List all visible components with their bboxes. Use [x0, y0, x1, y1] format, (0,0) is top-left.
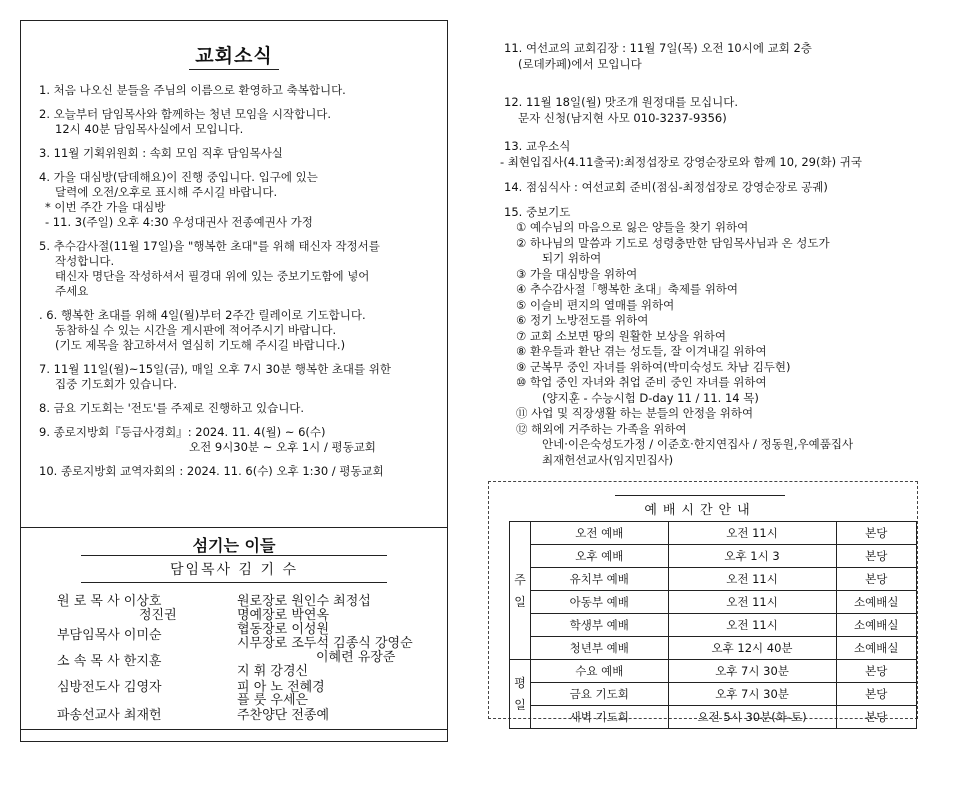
- staff-entry: 이혜련 유장준: [316, 650, 396, 665]
- schedule-row: [510, 614, 917, 637]
- prayer-item: 안네·이은숙성도가정 / 이준호·한지연집사 / 정동원,우예품집사: [542, 437, 854, 451]
- news-item: [500, 138, 944, 170]
- news-item: [39, 425, 439, 455]
- news-line: 3. 11월 기획위원회 : 속회 모임 직후 담임목사실: [39, 146, 283, 160]
- prayer-item: ③ 가을 대심방을 위하여: [516, 266, 638, 281]
- staff-entry: 부담임목사 이미순: [57, 628, 162, 643]
- news-line: 1. 처음 나오신 분들을 주님의 이름으로 환영하고 축복합니다.: [39, 83, 346, 97]
- prayer-item: ⑨ 군복무 중인 자녀를 위하여(박미숙성도 차남 김두현): [516, 359, 791, 374]
- news-item: [39, 146, 439, 161]
- staff-entry: 심방전도사 김영자: [57, 680, 162, 695]
- news-line: 문자 신청(남지현 사모 010-3237-9356): [518, 111, 727, 125]
- service-place: 본당: [836, 706, 916, 729]
- news-line: 작성합니다.: [55, 254, 115, 268]
- schedule-table: [509, 521, 917, 729]
- news-line: 10. 종로지방회 교역자회의 : 2024. 11. 6(수) 오후 1:30 / 평동교회: [39, 464, 384, 478]
- service-place: 소예배실: [836, 591, 916, 614]
- schedule-title: 예배시간안내: [615, 495, 785, 522]
- sunday-label: 주 일: [510, 522, 531, 660]
- service-name: 오전 예배: [530, 522, 668, 545]
- prayer-item: ⑫ 해외에 거주하는 가족을 위하여: [516, 421, 687, 436]
- prayer-item: ⑧ 환우들과 환난 겪는 성도들, 잘 이겨내길 위하여: [516, 344, 767, 358]
- schedule-row: [510, 591, 917, 614]
- service-time: 오후 1시 3: [668, 545, 836, 568]
- service-time: 오후 7시 30분: [668, 683, 836, 706]
- news-line: - 최현입집사(4.11출국):최정섭장로 강영순장로와 함께 10, 29(화) 귀국: [500, 155, 862, 169]
- prayer-section: [504, 204, 944, 468]
- news-line: 12시 40분 담임목사실에서 모입니다.: [55, 122, 244, 136]
- service-place: 소예배실: [836, 637, 916, 660]
- serve-title: 섬기는 이들: [192, 536, 276, 555]
- staff-entry: 주찬양단 전종예: [237, 708, 330, 723]
- news-line: 집중 기도회가 있습니다.: [55, 377, 178, 391]
- service-time: 오전 11시: [668, 591, 836, 614]
- service-time: 오후 7시 30분: [668, 660, 836, 683]
- news-item: [504, 179, 944, 195]
- news-item: [39, 308, 439, 353]
- news-panel: [20, 20, 448, 742]
- schedule-row: [510, 637, 917, 660]
- news-item: [39, 239, 439, 299]
- service-time: 오전 11시: [668, 614, 836, 637]
- section-divider: [21, 527, 447, 528]
- staff-entry: 원 로 목 사 이상호: [57, 594, 162, 609]
- news-line: 5. 추수감사절(11월 17일)을 "행복한 초대"를 위해 태신자 작정서를: [39, 239, 380, 253]
- service-place: 본당: [836, 545, 916, 568]
- news-list: [39, 83, 439, 488]
- schedule-row: [510, 660, 917, 683]
- news-line: 7. 11월 11일(월)~15일(금), 매일 오후 7시 30분 행복한 초대를 위한: [39, 362, 392, 376]
- prayer-item: (양지훈 - 수능시험 D-day 11 / 11. 14 목): [542, 390, 759, 405]
- news-item: [504, 94, 944, 126]
- schedule-row: [510, 545, 917, 568]
- service-name: 청년부 예배: [530, 637, 668, 660]
- news-item: [39, 401, 439, 416]
- service-name: 수요 예배: [530, 660, 668, 683]
- service-time: 오전 11시: [668, 522, 836, 545]
- service-place: 소예배실: [836, 614, 916, 637]
- news-item: [39, 83, 439, 98]
- prayer-item: ⑦ 교회 소보면 땅의 원활한 보상을 위하여: [516, 328, 726, 343]
- news-item: [504, 40, 944, 72]
- news-line: 9. 종로지방회『등급사경회』: 2024. 11. 4(월) ~ 6(수): [39, 425, 326, 439]
- staff-entry: 피 아 노 전혜경: [237, 680, 325, 695]
- news-line: . 6. 행복한 초대를 위해 4일(월)부터 2주간 릴레이로 기도합니다.: [39, 308, 366, 322]
- news-line: * 이번 주간 가을 대심방: [45, 200, 166, 214]
- news-line: (기도 제목을 참고하셔서 열심히 기도해 주시길 바랍니다.): [55, 338, 346, 352]
- staff-entry: 시무장로 조두석 김종식 강영순: [237, 636, 413, 651]
- service-place: 본당: [836, 568, 916, 591]
- prayer-item: ② 하나님의 말씀과 기도로 성령충만한 담임목사님과 온 성도가: [516, 235, 830, 250]
- news-line: 12. 11월 18일(월) 맛조개 원정대를 모십니다.: [504, 95, 738, 109]
- news-line: - 11. 3(주일) 오후 4:30 우성대권사 전종예권사 가정: [45, 215, 313, 229]
- news-line: 11. 여선교의 교회김장 : 11월 7일(목) 오전 10시에 교회 2층: [504, 41, 812, 55]
- service-name: 아동부 예배: [530, 591, 668, 614]
- senior-pastor: 담임목사 김 기 수: [81, 555, 387, 583]
- worship-schedule: [488, 481, 918, 724]
- news-line: 동참하실 수 있는 시간을 게시판에 적어주시기 바랍니다.: [55, 323, 337, 337]
- staff-entry: 플 룻 우세은: [237, 693, 309, 708]
- news-line: 주세요: [55, 284, 89, 298]
- staff-entry: 소 속 목 사 한지훈: [57, 654, 162, 669]
- news-title: 교회소식: [21, 41, 447, 68]
- prayer-item: ④ 추수감사절「행복한 초대」축제를 위하여: [516, 282, 739, 296]
- service-name: 금요 기도회: [530, 683, 668, 706]
- service-name: 오후 예배: [530, 545, 668, 568]
- news-item: [39, 170, 439, 230]
- staff-entry: 정진권: [139, 608, 177, 623]
- schedule-row: [510, 522, 917, 545]
- staff-entry: 명예장로 박연옥: [237, 608, 330, 623]
- staff-entry: 파송선교사 최재헌: [57, 708, 162, 723]
- news-item: [39, 107, 439, 137]
- service-name: 새벽 기도회: [530, 706, 668, 729]
- news-line: 14. 점심식사 : 여선교회 준비(점심-최정섭장로 강영순장로 공궤): [504, 180, 828, 194]
- news-line: 13. 교우소식: [504, 139, 571, 153]
- news-line: 8. 금요 기도회는 '전도'를 주제로 진행하고 있습니다.: [39, 401, 305, 415]
- staff-entry: 지 휘 강경신: [237, 664, 309, 679]
- news-line: 태신자 명단을 작성하셔서 필경대 위에 있는 중보기도함에 넣어: [55, 269, 370, 283]
- prayer-item: 최재헌선교사(임지민집사): [542, 452, 674, 467]
- prayer-item: ⑤ 이슬비 편지의 열매를 위하여: [516, 297, 675, 312]
- news-line: (로데카페)에서 모입니다: [518, 57, 642, 71]
- staff-entry: 협동장로 이성원: [237, 622, 330, 637]
- prayer-item: ① 예수님의 마음으로 잃은 양들을 찾기 위하여: [516, 220, 749, 234]
- news-line: 4. 가을 대심방(담데해요)이 진행 중입니다. 입구에 있는: [39, 170, 318, 184]
- schedule-row: [510, 568, 917, 591]
- service-place: 본당: [836, 683, 916, 706]
- news-continued: [500, 40, 944, 477]
- service-place: 본당: [836, 660, 916, 683]
- prayer-item: ⑪ 사업 및 직장생활 하는 분들의 안정을 위하여: [516, 406, 754, 420]
- staff-entry: 원로장로 원인수 최정섭: [237, 594, 371, 609]
- news-item: [39, 362, 439, 392]
- news-line: 2. 오늘부터 담임목사와 함께하는 청년 모임을 시작합니다.: [39, 107, 332, 121]
- service-place: 본당: [836, 522, 916, 545]
- prayer-title: 15. 중보기도: [504, 205, 571, 219]
- service-name: 유치부 예배: [530, 568, 668, 591]
- schedule-row: [510, 683, 917, 706]
- weekday-label: 평 일: [510, 660, 531, 729]
- service-name: 학생부 예배: [530, 614, 668, 637]
- prayer-item: 되기 위하여: [542, 251, 602, 265]
- prayer-item: ⑥ 정기 노방전도를 위하여: [516, 313, 649, 327]
- news-line: 오전 9시30분 ~ 오후 1시 / 평동교회: [189, 440, 376, 454]
- service-time: 오전 5시 30분(화-토): [668, 706, 836, 729]
- prayer-list: [504, 220, 944, 468]
- prayer-item: ⑩ 학업 중인 자녀와 취업 준비 중인 자녀를 위하여: [516, 375, 767, 389]
- news-item: [39, 464, 439, 479]
- service-time: 오전 11시: [668, 568, 836, 591]
- schedule-row: [510, 706, 917, 729]
- news-line: 달력에 오전/오후로 표시해 주시길 바랍니다.: [55, 185, 278, 199]
- service-time: 오후 12시 40분: [668, 637, 836, 660]
- bottom-divider: [21, 729, 447, 730]
